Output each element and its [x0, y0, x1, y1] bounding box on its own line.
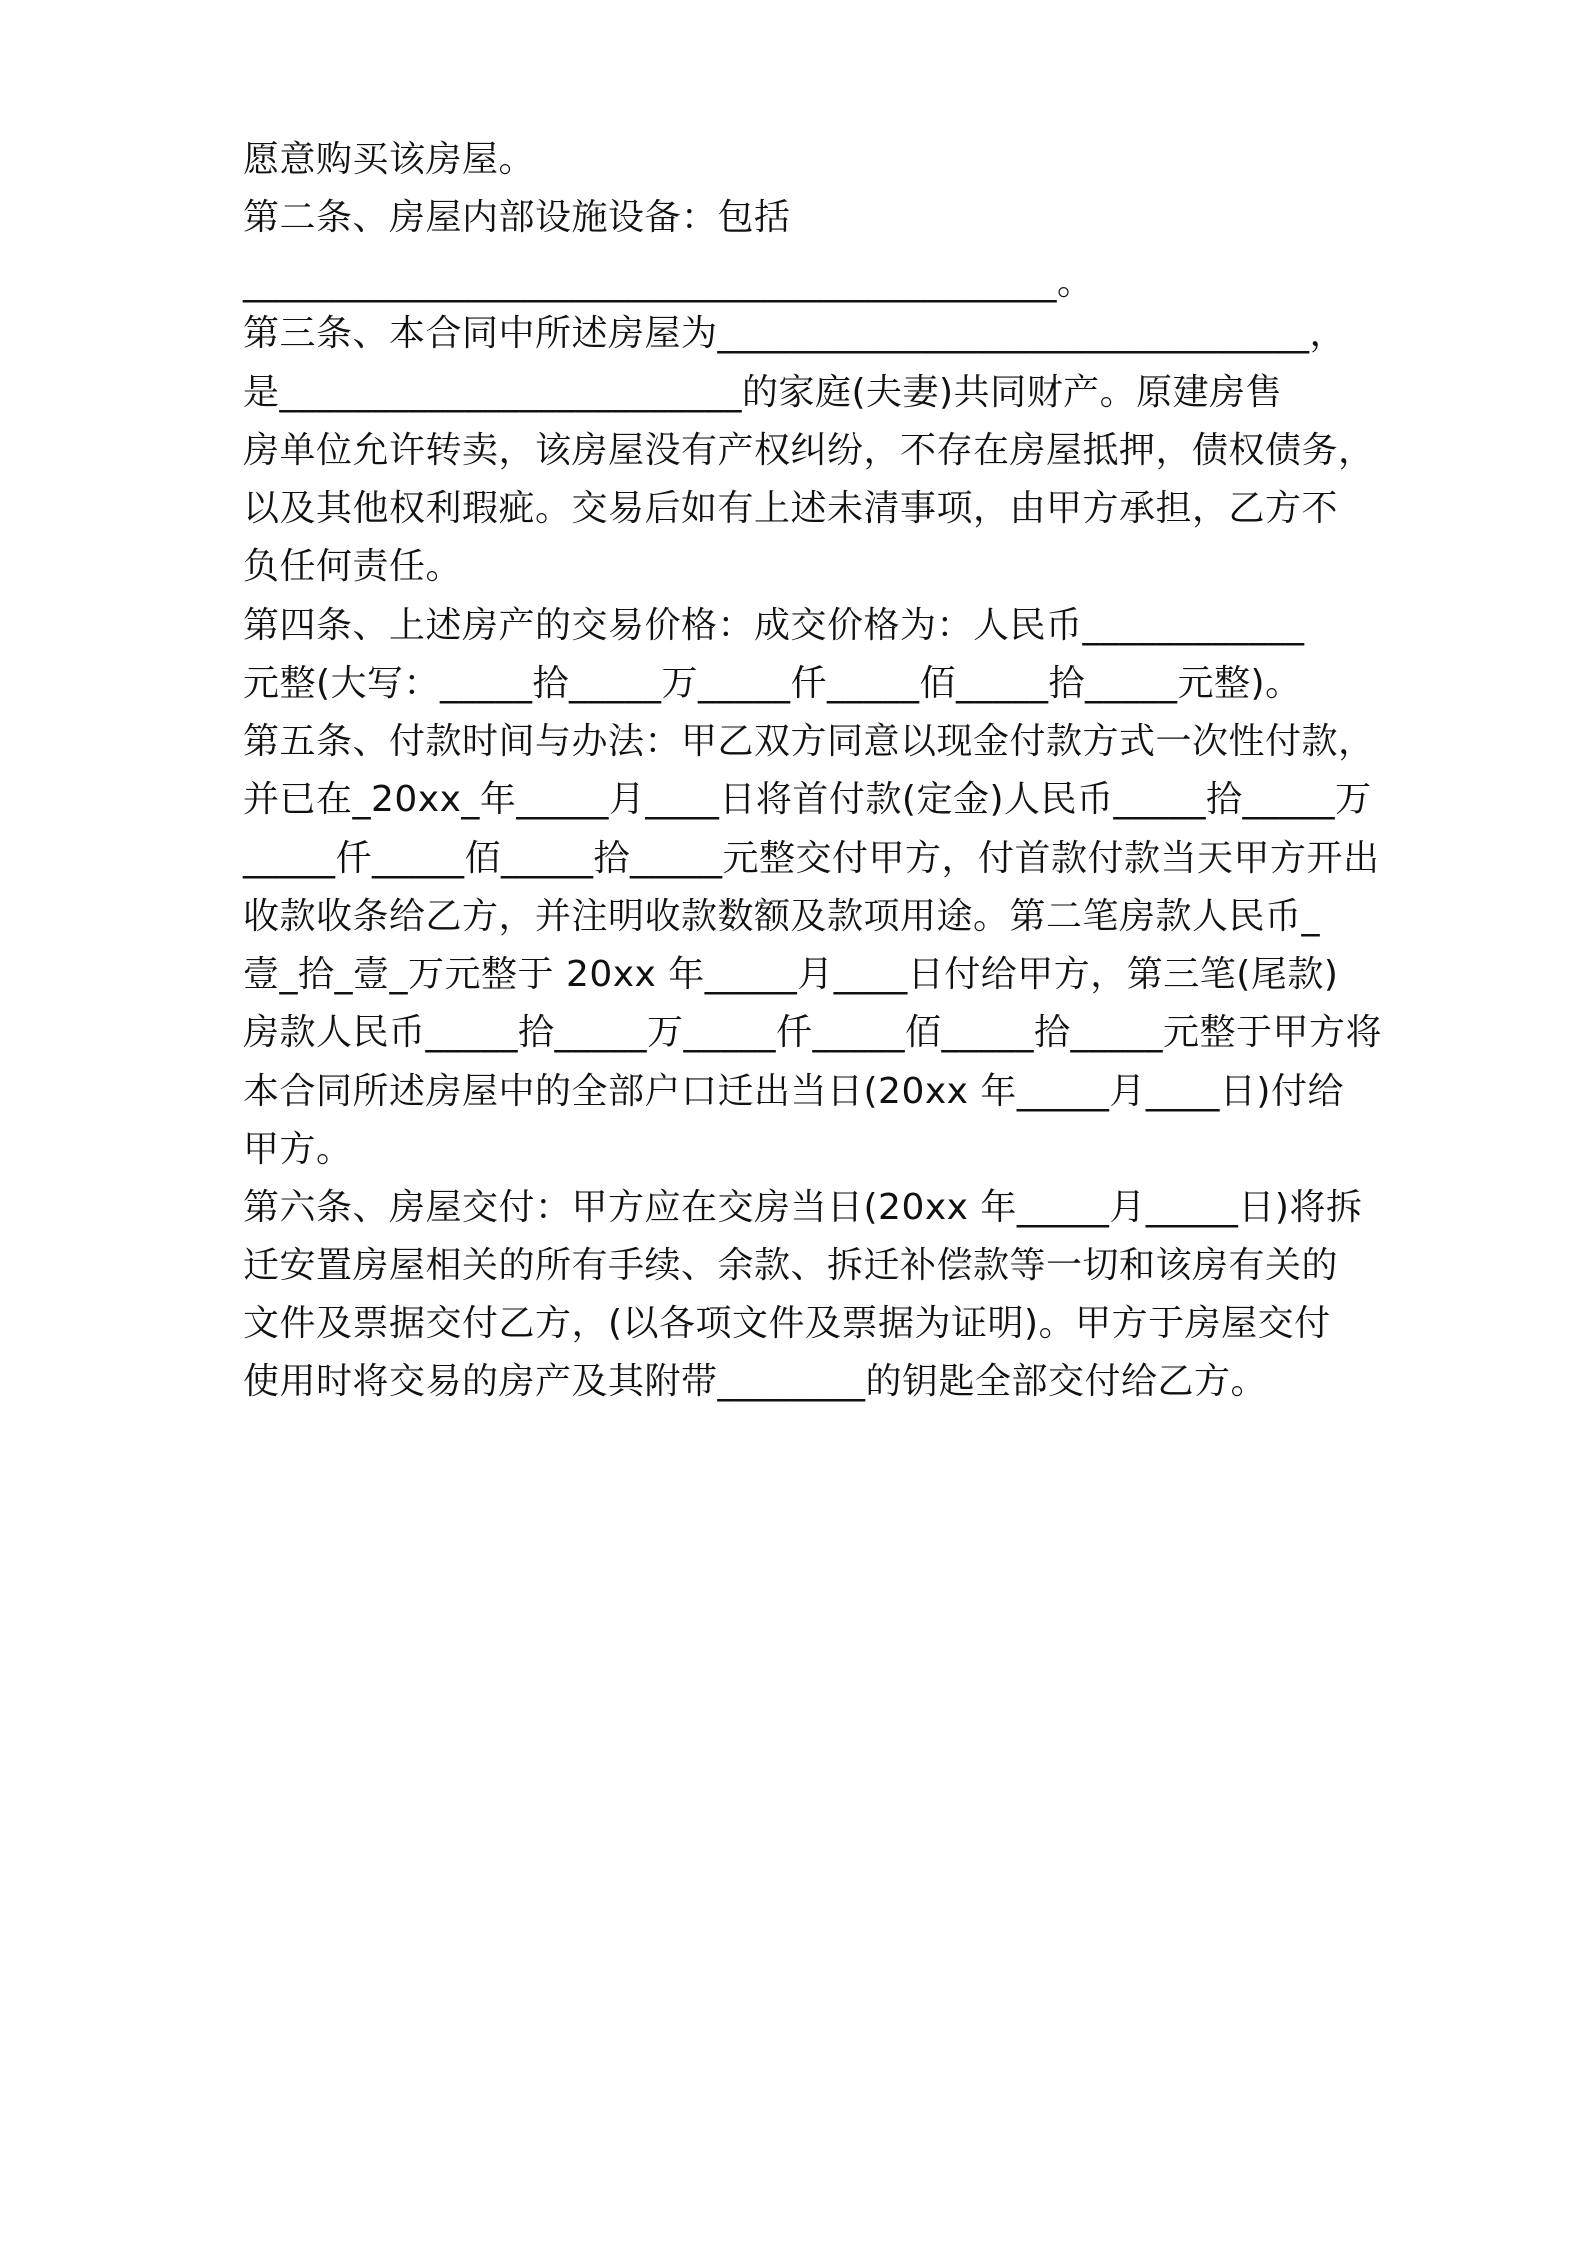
text-line: _____仟_____佰_____拾_____元整交付甲方，付首款付款当天甲方开出 — [243, 838, 1380, 879]
text-line: ____________________________________________。 — [243, 262, 1094, 303]
text-line: 第五条、付款时间与办法：甲乙双方同意以现金付款方式一次性付款， — [243, 721, 1375, 762]
text-line: 使用时将交易的房产及其附带________的钥匙全部交付给乙方。 — [243, 1361, 1268, 1402]
text-line: 是_________________________的家庭(夫妻)共同财产。原建房售 — [243, 372, 1283, 413]
text-line: 第四条、上述房产的交易价格：成交价格为：人民币____________ — [243, 605, 1305, 646]
text-line: 第六条、房屋交付：甲方应在交房当日(20xx 年_____月_____日)将拆 — [243, 1187, 1363, 1228]
text-line: 第三条、本合同中所述房屋为________________________________， — [243, 313, 1347, 354]
text-line: 第二条、房屋内部设施设备：包括 — [243, 197, 791, 238]
text-line: 文件及票据交付乙方，(以各项文件及票据为证明)。甲方于房屋交付 — [243, 1303, 1331, 1344]
text-line: 房款人民币_____拾_____万_____仟_____佰_____拾_____元整于甲方将 — [243, 1012, 1383, 1053]
text-line: 壹_拾_壹_万元整于 20xx 年_____月____日付给甲方，第三笔(尾款) — [243, 954, 1339, 995]
text-line: 房单位允许转卖，该房屋没有产权纠纷，不存在房屋抵押，债权债务， — [243, 430, 1375, 471]
text-line: 本合同所述房屋中的全部户口迁出当日(20xx 年_____月____日)付给 — [243, 1071, 1344, 1112]
text-line: 愿意购买该房屋。 — [243, 139, 536, 180]
text-line: 甲方。 — [243, 1129, 353, 1170]
text-line: 以及其他权利瑕疵。交易后如有上述未清事项，由甲方承担，乙方不 — [243, 488, 1339, 529]
text-line: 并已在_20xx_年_____月____日将首付款(定金)人民币_____拾_____万 — [243, 779, 1372, 820]
text-line: 收款收条给乙方，并注明收款数额及款项用途。第二笔房款人民币_ — [243, 896, 1321, 937]
text-line: 元整(大写：_____拾_____万_____仟_____佰_____拾_____元整)。 — [243, 663, 1302, 704]
text-line: 负任何责任。 — [243, 546, 463, 587]
text-line: 迁安置房屋相关的所有手续、余款、拆迁补偿款等一切和该房有关的 — [243, 1245, 1339, 1286]
